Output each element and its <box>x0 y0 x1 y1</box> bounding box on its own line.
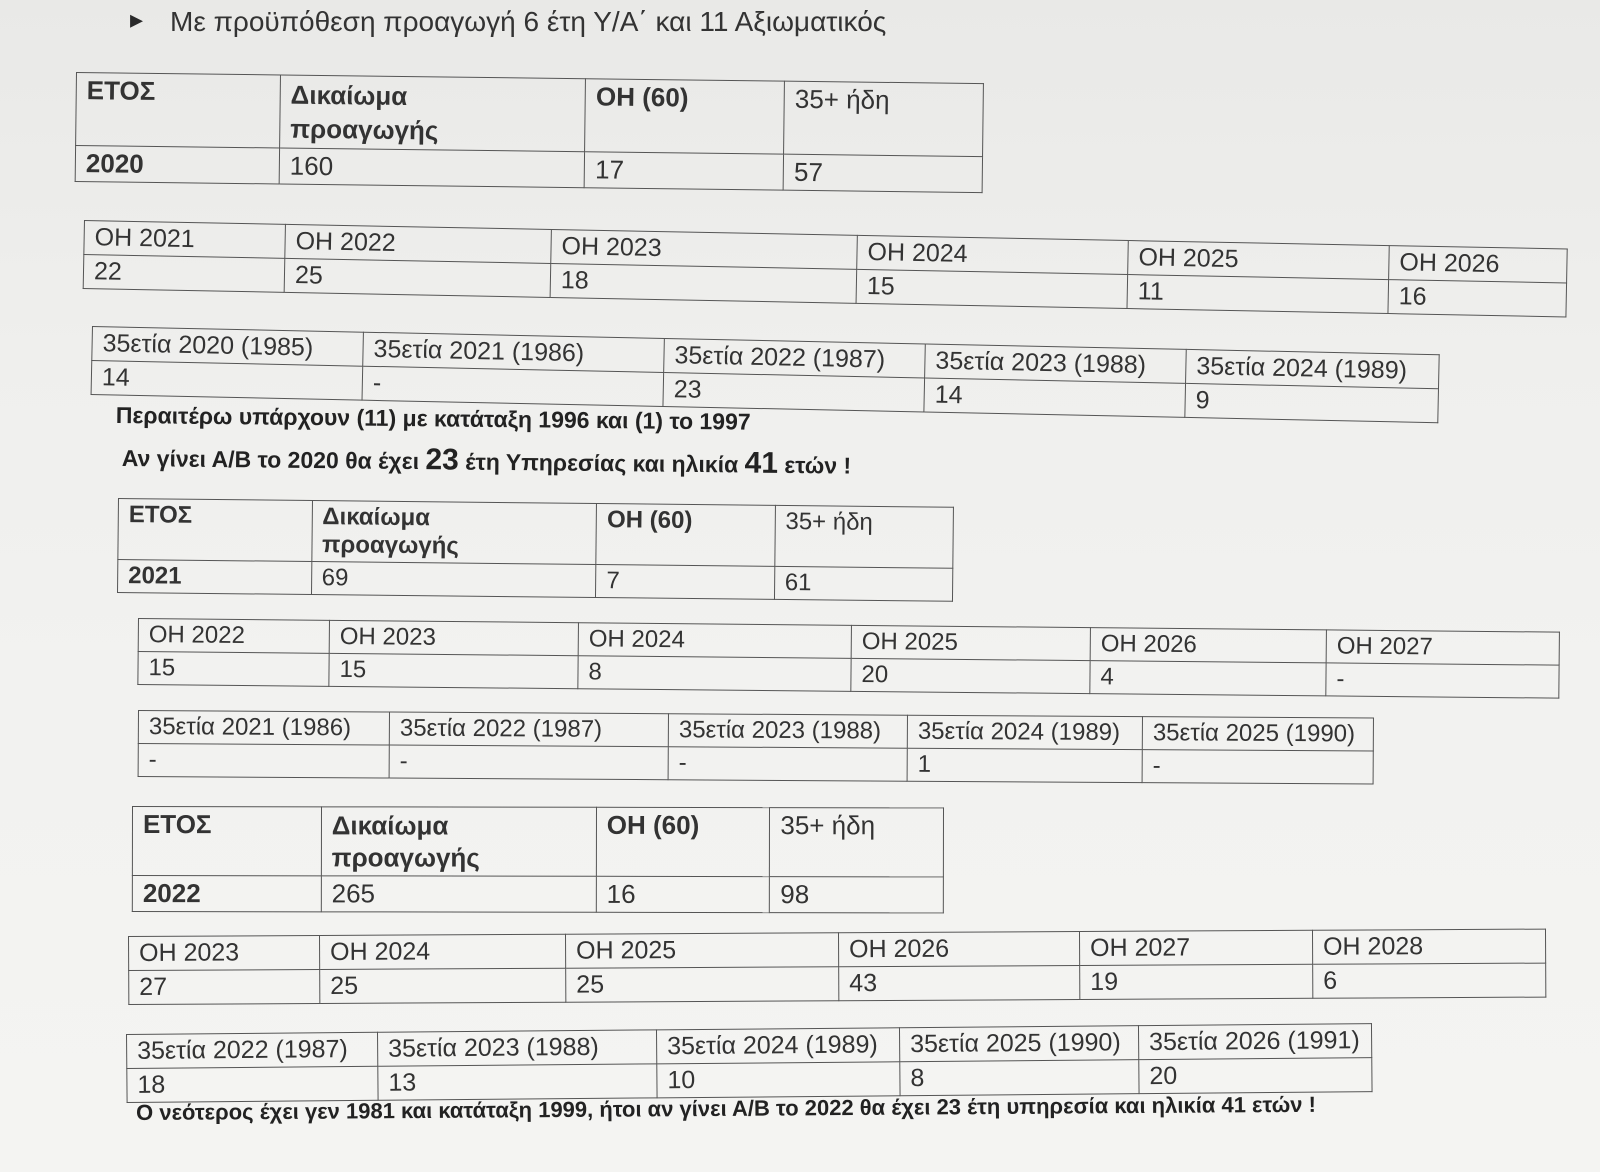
thirtyfive-label: 35ετία 2020 (1985) <box>92 327 364 367</box>
thirtyfive-label: 35ετία 2021 (1986) <box>363 332 665 372</box>
thirtyfive-label: 35ετία 2021 (1986) <box>138 711 389 746</box>
header-35plus: 35+ ήδη <box>784 81 984 156</box>
oh-label: ΟΗ 2022 <box>285 224 552 263</box>
oh-label: ΟΗ 2025 <box>565 933 838 968</box>
oh-label: ΟΗ 2025 <box>851 625 1090 660</box>
page-heading: Με προϋπόθεση προαγωγή 6 έτη Υ/Α΄ και 11 Αξιωματικός <box>170 6 887 37</box>
thirtyfive-label: 35ετία 2025 (1990) <box>1142 717 1373 751</box>
cell-35plus: 98 <box>770 877 944 913</box>
summary-table-2022 <box>132 806 944 913</box>
summary-table-2020 <box>75 72 984 193</box>
thirtyfive-value: 9 <box>1185 383 1439 422</box>
oh-label: ΟΗ 2026 <box>838 932 1079 967</box>
note-2022-youngest: Ο νεότερος έχει γεν 1981 και κατάταξη 1999, ήτοι αν γίνει Α/Β το 2022 θα έχει 23 έτη υπηρεσία και ηλικία 41 ετών ! <box>136 1091 1317 1125</box>
oh-value: 27 <box>129 969 320 1004</box>
cell-35plus: 61 <box>774 566 953 601</box>
oh-value: 22 <box>83 255 285 293</box>
cell-year: 2021 <box>118 560 312 595</box>
oh-label: ΟΗ 2023 <box>129 935 320 970</box>
oh-label: ΟΗ 2024 <box>578 623 851 659</box>
oh-table-2022 <box>128 929 1546 1005</box>
thirtyfive-table-2021 <box>138 710 1374 785</box>
thirtyfive-table-2022 <box>126 1023 1373 1103</box>
oh-label: ΟΗ 2026 <box>1090 628 1326 663</box>
cell-dikaioma: 69 <box>311 562 596 598</box>
thirtyfive-label: 35ετία 2023 (1988) <box>668 714 907 748</box>
thirtyfive-label: 35ετία 2022 (1987) <box>389 712 668 747</box>
thirtyfive-label: 35ετία 2023 (1988) <box>925 344 1187 383</box>
cell-dikaioma: 160 <box>279 148 585 188</box>
oh-value: 25 <box>284 258 551 297</box>
cell-year: 2022 <box>132 876 321 912</box>
oh-value: 4 <box>1090 661 1326 696</box>
oh-value: 8 <box>578 656 851 692</box>
oh-label: ΟΗ 2025 <box>1128 241 1390 280</box>
oh-label: ΟΗ 2027 <box>1079 930 1312 965</box>
oh-value: 18 <box>550 263 857 303</box>
oh-label: ΟΗ 2023 <box>551 229 858 269</box>
cell-oh60: 17 <box>584 152 783 190</box>
header-etos: ΕΤΟΣ <box>76 73 281 148</box>
header-oh60: ΟΗ (60) <box>596 504 775 567</box>
header-35plus: 35+ ήδη <box>774 505 953 568</box>
thirtyfive-value: 14 <box>91 361 363 401</box>
thirtyfive-value: - <box>389 745 668 780</box>
thirtyfive-value: - <box>668 747 907 781</box>
cell-oh60: 7 <box>596 565 775 600</box>
oh-label: ΟΗ 2027 <box>1326 630 1559 665</box>
header-dikaioma: Δικαίωμα προαγωγής <box>311 501 596 565</box>
oh-table-2020 <box>83 220 1568 317</box>
thirtyfive-label: 35ετία 2022 (1987) <box>127 1032 378 1068</box>
thirtyfive-value: 13 <box>378 1064 657 1100</box>
oh-label: ΟΗ 2028 <box>1312 929 1545 964</box>
thirtyfive-label: 35ετία 2026 (1991) <box>1138 1024 1371 1060</box>
oh-table-2021 <box>137 618 1560 699</box>
oh-value: 25 <box>566 967 839 1002</box>
header-dikaioma: Δικαίωμα προαγωγής <box>321 807 596 876</box>
thirtyfive-value: 10 <box>657 1062 900 1098</box>
thirtyfive-value: - <box>362 366 664 406</box>
thirtyfive-label: 35ετία 2024 (1989) <box>656 1028 899 1064</box>
thirtyfive-label: 35ετία 2024 (1989) <box>1186 349 1440 388</box>
thirtyfive-value: 14 <box>924 378 1186 417</box>
thirtyfive-label: 35ετία 2023 (1988) <box>377 1030 656 1066</box>
oh-value: 25 <box>320 968 566 1003</box>
oh-value: 15 <box>329 653 578 688</box>
thirtyfive-value: - <box>1142 750 1373 784</box>
oh-label: ΟΗ 2023 <box>329 620 578 655</box>
cell-oh60: 16 <box>596 876 770 912</box>
oh-value: 19 <box>1080 964 1313 999</box>
cell-year: 2020 <box>75 146 279 184</box>
note-2020-ab: Αν γίνει Α/Β το 2020 θα έχει 23 έτη Υπηρεσίας και ηλικία 41 ετών ! <box>121 443 852 480</box>
thirtyfive-label: 35ετία 2022 (1987) <box>664 338 926 377</box>
oh-value: 20 <box>851 658 1090 693</box>
header-etos: ΕΤΟΣ <box>118 499 312 562</box>
oh-value: 15 <box>856 269 1128 308</box>
oh-label: ΟΗ 2026 <box>1389 246 1568 283</box>
oh-label: ΟΗ 2024 <box>857 235 1129 274</box>
thirtyfive-value: 20 <box>1139 1058 1372 1094</box>
bullet-icon: ▸ <box>130 4 144 34</box>
thirtyfive-label: 35ετία 2024 (1989) <box>907 715 1142 749</box>
oh-label: ΟΗ 2021 <box>84 221 286 259</box>
oh-value: 11 <box>1127 275 1389 314</box>
oh-label: ΟΗ 2022 <box>138 619 329 654</box>
header-35plus: 35+ ήδη <box>770 808 944 877</box>
oh-label: ΟΗ 2024 <box>320 934 566 969</box>
oh-value: 16 <box>1388 280 1567 317</box>
thirtyfive-value: 1 <box>907 748 1142 782</box>
thirtyfive-value: 23 <box>663 372 925 411</box>
header-oh60: ΟΗ (60) <box>585 79 785 154</box>
thirtyfive-label: 35ετία 2025 (1990) <box>899 1026 1138 1062</box>
cell-dikaioma: 265 <box>321 876 596 912</box>
thirtyfive-value: 18 <box>127 1066 378 1102</box>
note-2020-extra: Περαιτέρω υπάρχουν (11) με κατάταξη 1996 και (1) το 1997 <box>115 402 751 435</box>
thirtyfive-value: 8 <box>900 1060 1139 1096</box>
thirtyfive-value: - <box>138 744 389 779</box>
oh-value: 6 <box>1313 963 1546 998</box>
header-oh60: ΟΗ (60) <box>596 807 770 876</box>
oh-value: 43 <box>839 966 1080 1001</box>
header-etos: ΕΤΟΣ <box>132 807 321 876</box>
oh-value: 15 <box>138 652 329 687</box>
summary-table-2021 <box>117 498 954 602</box>
oh-value: - <box>1326 663 1559 698</box>
cell-35plus: 57 <box>783 154 982 192</box>
header-dikaioma: Δικαίωμα προαγωγής <box>280 75 586 152</box>
